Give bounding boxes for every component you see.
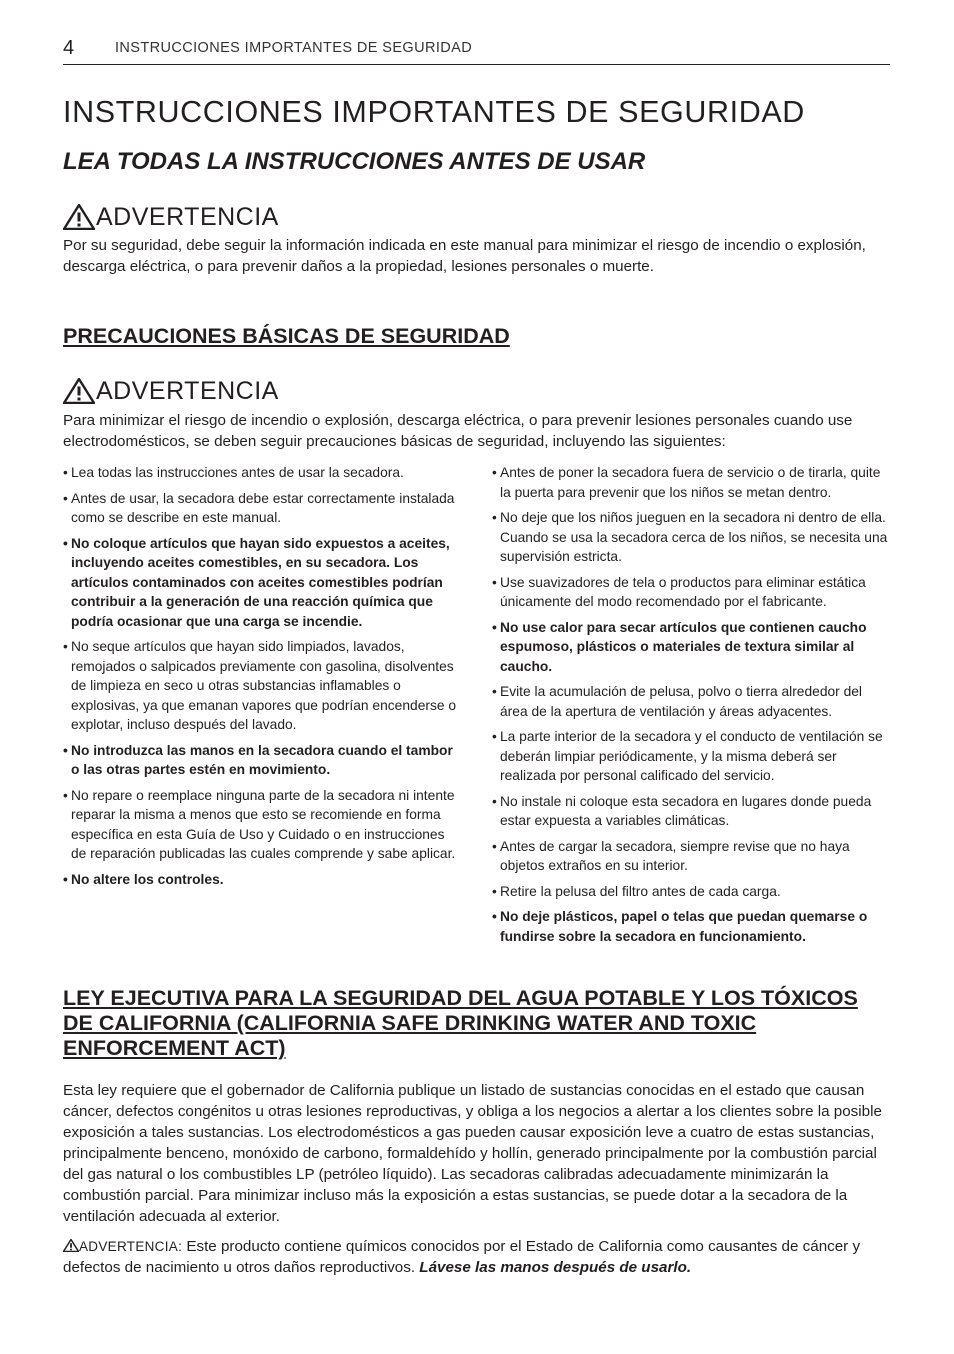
subtitle: LEA TODAS LA INSTRUCCIONES ANTES DE USAR [63,148,646,175]
list-item: • Antes de usar, la secadora debe estar correctamente instalada como se describe en este manual. [63,489,463,528]
list-item: • No coloque artículos que hayan sido expuestos a aceites, incluyendo aceites comestibles, en su secadora. Los artículos contaminados con aceites comestibles podrían contribuir a la generación de una reacción química que podría ocasionar que una carga se incendie. [63,534,463,632]
list-item: • No seque artículos que hayan sido limpiados, lavados, remojados o salpicados previamente con gasolina, disolventes de limpieza en seco u otras substancias inflamables o explosivas, ya que emanan vapores que podrían encenderse o explotar, incluso después del lavado. [63,637,463,735]
warning-label: ADVERTENCIA [96,202,279,231]
list-item: • La parte interior de la secadora y el conducto de ventilación se deberán limpiar periódicamente, y la misma deberá ser realizada por personal calificado del servicio. [492,727,892,786]
list-item: • Retire la pelusa del filtro antes de cada carga. [492,882,892,902]
list-item: • No repare o reemplace ninguna parte de la secadora ni intente reparar la misma a menos que esto se recomiende en forma específica en esta Guía de Uso y Cuidado o en instrucciones de reparación publicadas las cuales comprende y sabe aplicar. [63,786,463,864]
warning-triangle-icon [63,378,95,404]
california-warning-text: Este producto contiene químicos conocidos por el Estado de California como causantes de cáncer y defectos de nacimiento u otros daños reproductivos. [63,1238,861,1276]
warning-heading-2 [63,376,279,406]
list-item: • No instale ni coloque esta secadora en lugares donde pueda estar expuesta a variables climáticas. [492,792,892,831]
section-title-basic-precautions: PRECAUCIONES BÁSICAS DE SEGURIDAD [63,324,510,348]
precautions-list-right [492,463,892,952]
main-title: INSTRUCCIONES IMPORTANTES DE SEGURIDAD [63,95,805,129]
california-act-body: Esta ley requiere que el gobernador de California publique un listado de sustancias conocidas en el estado que causan cáncer, defectos congénitos u otras lesiones reproductivas, y obliga a los negocios a alertar a los clientes sobre la posible exposición a tales sustancias. Los electrodomésticos a gas pueden causar exposición leve a cuatro de estas sustancias, principalmente benceno, monóxido de carbono, formaldehído y hollín, generado principalmente por la combustión parcial del gas natural o los combustibles LP (petróleo líquido). Las secadoras calibradas adecuadamente minimizarán la combustión parcial. Para minimizar incluso más la exposición a estas sustancias, se puede dotar a la secadora de la ventilación adecuada al exterior. [63,1082,882,1225]
warning-triangle-icon [63,204,95,230]
list-item: • No deje que los niños jueguen en la secadora ni dentro de ella. Cuando se usa la secadora cerca de los niños, se necesita una supervisión estricta. [492,508,892,567]
basic-precautions-intro: Para minimizar el riesgo de incendio o explosión, descarga eléctrica, o para prevenir lesiones personales cuando use electrodomésticos, se deben seguir precauciones básicas de seguridad, incluyendo las siguientes: [63,412,853,450]
list-item: • No deje plásticos, papel o telas que puedan quemarse o fundirse sobre la secadora en funcionamiento. [492,907,892,946]
list-item: • No introduzca las manos en la secadora cuando el tambor o las otras partes estén en movimiento. [63,741,463,780]
list-item: • Evite la acumulación de pelusa, polvo o tierra alrededor del área de la apertura de ventilación y áreas adyacentes. [492,682,892,721]
list-item: • Lea todas las instrucciones antes de usar la secadora. [63,463,463,483]
warning-label: ADVERTENCIA [96,376,279,405]
list-item: • Use suavizadores de tela o productos para eliminar estática únicamente del modo recomendado por el fabricante. [492,573,892,612]
california-warning [63,1236,893,1278]
page-header [63,36,890,65]
page-number: 4 [63,37,75,59]
warning-triangle-icon [63,1239,79,1252]
list-item: • No use calor para secar artículos que contienen caucho espumoso, plásticos o materiales de textura similar al caucho. [492,618,892,677]
warning-text-1: Por su seguridad, debe seguir la información indicada en este manual para minimizar el riesgo de incendio o explosión, descarga eléctrica, o para prevenir daños a la propiedad, lesiones personales o muerte. [63,237,866,275]
list-item: • Antes de cargar la secadora, siempre revise que no haya objetos extraños en su interior. [492,837,892,876]
warning-label: ADVERTENCIA: [79,1239,183,1254]
list-item: • No altere los controles. [63,870,463,890]
list-item: • Antes de poner la secadora fuera de servicio o de tirarla, quite la puerta para prevenir que los niños se metan dentro. [492,463,892,502]
section-title-california-act: LEY EJECUTIVA PARA LA SEGURIDAD DEL AGUA POTABLE Y LOS TÓXICOS DE CALIFORNIA (CALIFORNIA SAFE DRINKING WATER AND TOXIC ENFORCEMENT ACT) [63,986,858,1060]
running-header-title: INSTRUCCIONES IMPORTANTES DE SEGURIDAD [115,40,473,56]
warning-heading-1 [63,202,279,232]
california-warning-emphasis: Lávese las manos después de usarlo. [419,1259,692,1276]
precautions-list-left [63,463,463,895]
